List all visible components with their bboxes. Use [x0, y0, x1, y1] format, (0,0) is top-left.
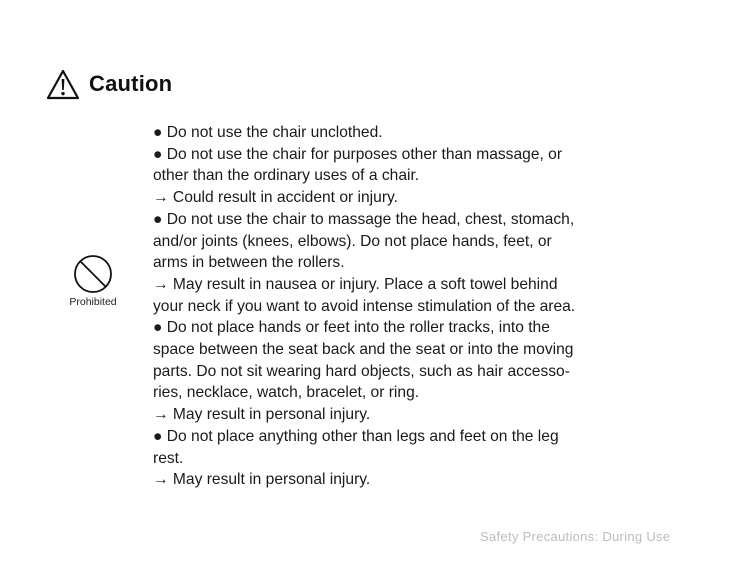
text-line: ● Do not use the chair unclothed. — [153, 124, 383, 141]
text-line: arms in between the rollers. — [153, 254, 345, 272]
text-line: and/or joints (knees, elbows). Do not place hands, feet, or — [153, 232, 552, 250]
text-line: → May result in personal injury. — [153, 471, 371, 489]
caution-header — [46, 66, 172, 102]
prohibited-symbol — [60, 254, 126, 308]
prohibited-circle-icon — [60, 254, 126, 294]
text-line: ● Do not place hands or feet into the roller tracks, into the — [153, 319, 550, 337]
text-line: rest. — [153, 449, 184, 467]
text-line: → Could result in accident or injury. — [153, 189, 398, 207]
text-line: ● Do not place anything other than legs and feet on the leg — [153, 427, 559, 445]
text-line: other than the ordinary uses of a chair. — [153, 167, 420, 185]
text-line: ries, necklace, watch, bracelet, or ring. — [153, 384, 420, 402]
section-footer: Safety Precautions: During Use — [480, 529, 671, 544]
caution-title: Caution — [89, 71, 173, 96]
text-line: → May result in personal injury. — [153, 406, 371, 424]
text-line: → May result in nausea or injury. Place a soft towel behind — [153, 275, 558, 293]
caution-text-block — [153, 122, 653, 491]
text-line: ● Do not use the chair for purposes other than massage, or — [153, 145, 563, 163]
warning-triangle-icon — [46, 69, 80, 100]
text-line: your neck if you want to avoid intense stimulation of the area. — [153, 297, 576, 315]
text-line: parts. Do not sit wearing hard objects, such as hair accesso- — [153, 362, 570, 380]
text-line: space between the seat back and the seat or into the moving — [153, 341, 574, 359]
prohibited-label: Prohibited — [69, 296, 117, 308]
text-line: ● Do not use the chair to massage the head, chest, stomach, — [153, 210, 575, 228]
